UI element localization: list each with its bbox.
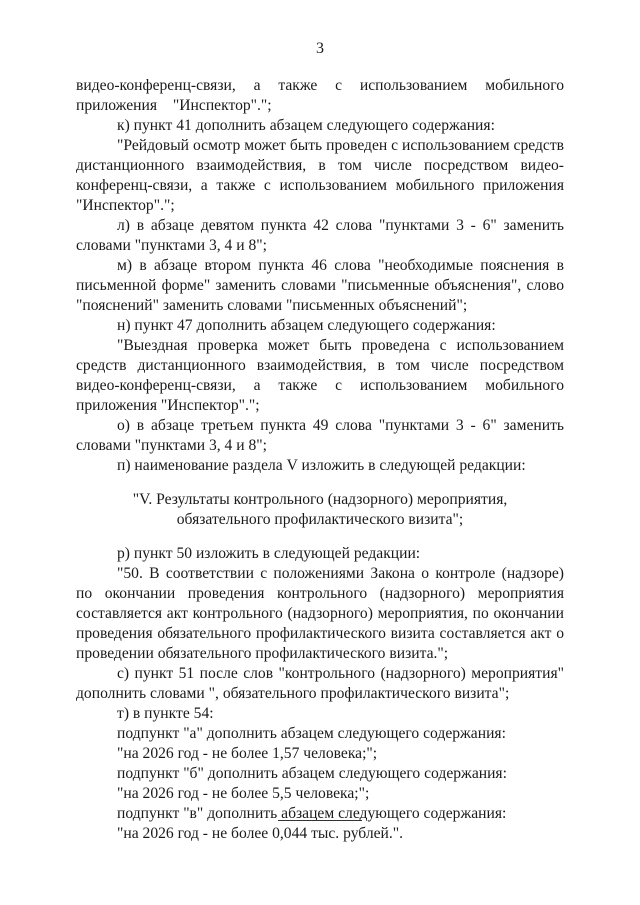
paragraph-quote-raid: "Рейдовый осмотр может быть проведен с использованием средств дистанционного взаимодействия, в том числе посредством видео-конференц-связи, а также с использованием мобильного приложения "Инспектор"."; <box>76 137 564 214</box>
paragraph-item-n: н) пункт 47 дополнить абзацем следующего содержания: <box>117 317 496 334</box>
paragraph-item-k: к) пункт 41 дополнить абзацем следующего содержания: <box>117 117 495 134</box>
paragraph-item-p: п) наименование раздела V изложить в следующей редакции: <box>117 457 526 474</box>
paragraph-sub-a: подпункт "а" дополнить абзацем следующего содержания: <box>117 725 506 742</box>
section-heading-line2: обязательного профилактического визита"; <box>176 511 464 528</box>
paragraph-quote-a: "на 2026 год - не более 1,57 человека;"; <box>117 745 378 762</box>
paragraph-quote-50: "50. В соответствии с положениями Закона о контроле (надзоре) по окончании проведения контрольного (надзорного) мероприятия составляется акт контрольного (надзорного) мероприятия, по окончании проведения обязательного профилактического визита составляется акт о проведении обязательного профилактического визита."; <box>76 565 564 662</box>
paragraph-item-t: т) в пункте 54: <box>117 705 214 722</box>
end-divider <box>278 820 362 821</box>
paragraph-item-m: м) в абзаце втором пункта 46 слова "необходимые пояснения в письменной форме" заменить словами "письменные объяснения", слово "пояснений" заменить словами "письменных объяснений"; <box>76 257 564 314</box>
section-heading <box>76 490 564 530</box>
paragraph-quote-b: "на 2026 год - не более 5,5 человека;"; <box>117 785 370 802</box>
paragraph-item-l: л) в абзаце девятом пункта 42 слова "пунктами 3 - 6" заменить словами "пунктами 3, 4 и 8"; <box>76 217 564 254</box>
paragraph-item-s: с) пункт 51 после слов "контрольного (надзорного) мероприятия" дополнить словами ", обязательного профилактического визита"; <box>76 665 564 702</box>
page-number: 3 <box>316 40 324 57</box>
paragraph-sub-b: подпункт "б" дополнить абзацем следующего содержания: <box>117 765 507 782</box>
paragraph-item-r: р) пункт 50 изложить в следующей редакции: <box>117 545 421 562</box>
paragraph-quote-field: "Выездная проверка может быть проведена с использованием средств дистанционного взаимодействия, в том числе посредством видео-конференц-связи, а также с использованием мобильного приложения "Инспектор"."; <box>76 337 564 414</box>
paragraph-quote-v: "на 2026 год - не более 0,044 тыс. рублей.". <box>117 825 404 842</box>
document-body <box>76 76 564 844</box>
paragraph-item-o: о) в абзаце третьем пункта 49 слова "пунктами 3 - 6" заменить словами "пунктами 3, 4 и 8"; <box>76 417 564 454</box>
section-heading-line1: "V. Результаты контрольного (надзорного) мероприятия, <box>132 491 508 508</box>
paragraph-continuation: видео-конференц-связи, а также с использованием мобильного приложения "Инспектор"."; <box>76 77 564 114</box>
paragraph-sub-v: подпункт "в" дополнить абзацем следующего содержания: <box>117 805 507 822</box>
